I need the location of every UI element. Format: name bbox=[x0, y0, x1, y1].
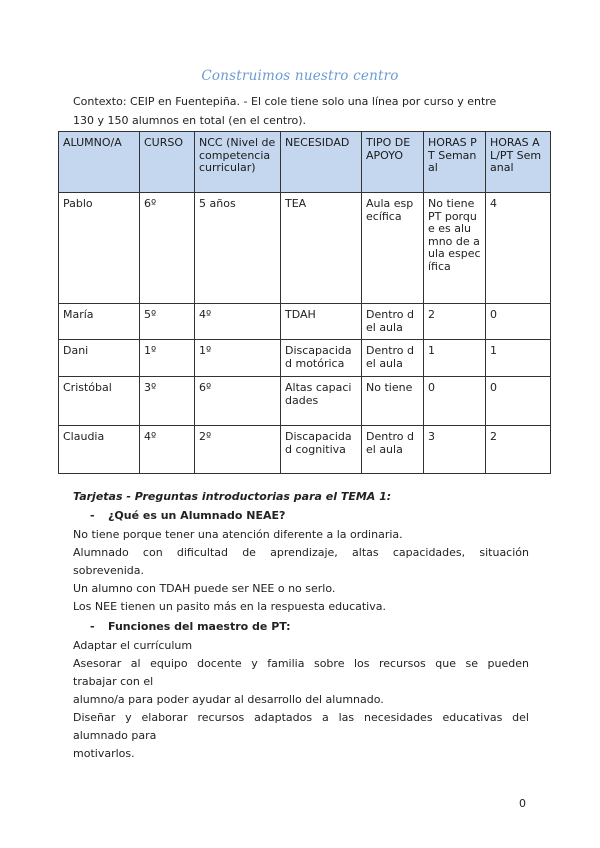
table-cell: 2 bbox=[486, 426, 551, 474]
table-cell: 3 bbox=[424, 426, 486, 474]
table-row bbox=[59, 340, 551, 377]
column-header: NECESIDAD bbox=[281, 132, 362, 193]
table-cell: TEA bbox=[281, 193, 362, 304]
answer-line: alumnado para bbox=[73, 729, 157, 742]
table-cell: 4º bbox=[140, 426, 195, 474]
answer-line: Un alumno con TDAH puede ser NEE o no serlo. bbox=[73, 582, 336, 595]
table-cell: María bbox=[59, 304, 140, 340]
document-title: Construimos nuestro centro bbox=[201, 68, 399, 84]
question-1-answer bbox=[73, 526, 529, 616]
table-cell: 5º bbox=[140, 304, 195, 340]
table-cell: 5 años bbox=[195, 193, 281, 304]
table-cell: 1 bbox=[424, 340, 486, 377]
table-cell: 1º bbox=[195, 340, 281, 377]
question-2-bullet bbox=[90, 620, 291, 633]
table-cell: 1 bbox=[486, 340, 551, 377]
answer-line: Diseñar y elaborar recursos adaptados a las necesidades educativas del bbox=[73, 711, 529, 724]
context-paragraph bbox=[73, 92, 533, 130]
context-line-2: 130 y 150 alumnos en total (en el centro). bbox=[73, 114, 307, 127]
table-cell: 3º bbox=[140, 377, 195, 426]
question-1-title: ¿Qué es un Alumnado NEAE? bbox=[108, 509, 286, 522]
table-cell: No tiene bbox=[362, 377, 424, 426]
table-cell: Altas capacidades bbox=[281, 377, 362, 426]
column-header: NCC (Nivel de competencia curricular) bbox=[195, 132, 281, 193]
table-cell: 2º bbox=[195, 426, 281, 474]
answer-line: Alumnado con dificultad de aprendizaje, altas capacidades, situación bbox=[73, 546, 529, 559]
answer-line: sobrevenida. bbox=[73, 564, 145, 577]
answer-line: Los NEE tienen un pasito más en la respuesta educativa. bbox=[73, 600, 386, 613]
table-cell: 1º bbox=[140, 340, 195, 377]
table-cell: Discapacidad motórica bbox=[281, 340, 362, 377]
table-cell: Dentro del aula bbox=[362, 304, 424, 340]
answer-line: Adaptar el currículum bbox=[73, 639, 193, 652]
table-cell: 2 bbox=[424, 304, 486, 340]
table-cell: No tiene PT porque es alumno de aula específica bbox=[424, 193, 486, 304]
question-2-answer bbox=[73, 637, 529, 763]
answer-line: No tiene porque tener una atención diferente a la ordinaria. bbox=[73, 528, 403, 541]
table-cell: Claudia bbox=[59, 426, 140, 474]
table-cell: Dentro del aula bbox=[362, 426, 424, 474]
column-header: HORAS PT Semanal bbox=[424, 132, 486, 193]
answer-line: motivarlos. bbox=[73, 747, 135, 760]
table-cell: 4 bbox=[486, 193, 551, 304]
table-cell: Cristóbal bbox=[59, 377, 140, 426]
column-header: HORAS AL/PT Semanal bbox=[486, 132, 551, 193]
cards-heading: Tarjetas - Preguntas introductorias para el TEMA 1: bbox=[73, 490, 392, 503]
answer-line: Asesorar al equipo docente y familia sobre los recursos que se pueden bbox=[73, 657, 529, 670]
table-cell: Discapacidad cognitiva bbox=[281, 426, 362, 474]
table-cell: 6º bbox=[140, 193, 195, 304]
answer-line: trabajar con el bbox=[73, 675, 154, 688]
students-table bbox=[58, 131, 551, 474]
table-header-row bbox=[59, 132, 551, 193]
bullet-dash: - bbox=[90, 620, 95, 633]
column-header: TIPO DE APOYO bbox=[362, 132, 424, 193]
table-cell: 0 bbox=[424, 377, 486, 426]
answer-line: alumno/a para poder ayudar al desarrollo del alumnado. bbox=[73, 693, 384, 706]
bullet-dash: - bbox=[90, 509, 95, 522]
page-number: 0 bbox=[519, 797, 526, 810]
table-cell: 0 bbox=[486, 304, 551, 340]
table-cell: Pablo bbox=[59, 193, 140, 304]
question-2-title: Funciones del maestro de PT: bbox=[108, 620, 291, 633]
table-cell: Dentro del aula bbox=[362, 340, 424, 377]
table-cell: Dani bbox=[59, 340, 140, 377]
table-cell: Aula específica bbox=[362, 193, 424, 304]
column-header: ALUMNO/A bbox=[59, 132, 140, 193]
column-header: CURSO bbox=[140, 132, 195, 193]
table-row bbox=[59, 426, 551, 474]
table-cell: TDAH bbox=[281, 304, 362, 340]
table-row bbox=[59, 193, 551, 304]
context-line-1: Contexto: CEIP en Fuentepiña. - El cole tiene solo una línea por curso y entre bbox=[73, 95, 497, 108]
question-1-bullet bbox=[90, 509, 285, 522]
table-row bbox=[59, 304, 551, 340]
table-row bbox=[59, 377, 551, 426]
table-cell: 6º bbox=[195, 377, 281, 426]
table-cell: 4º bbox=[195, 304, 281, 340]
table-cell: 0 bbox=[486, 377, 551, 426]
